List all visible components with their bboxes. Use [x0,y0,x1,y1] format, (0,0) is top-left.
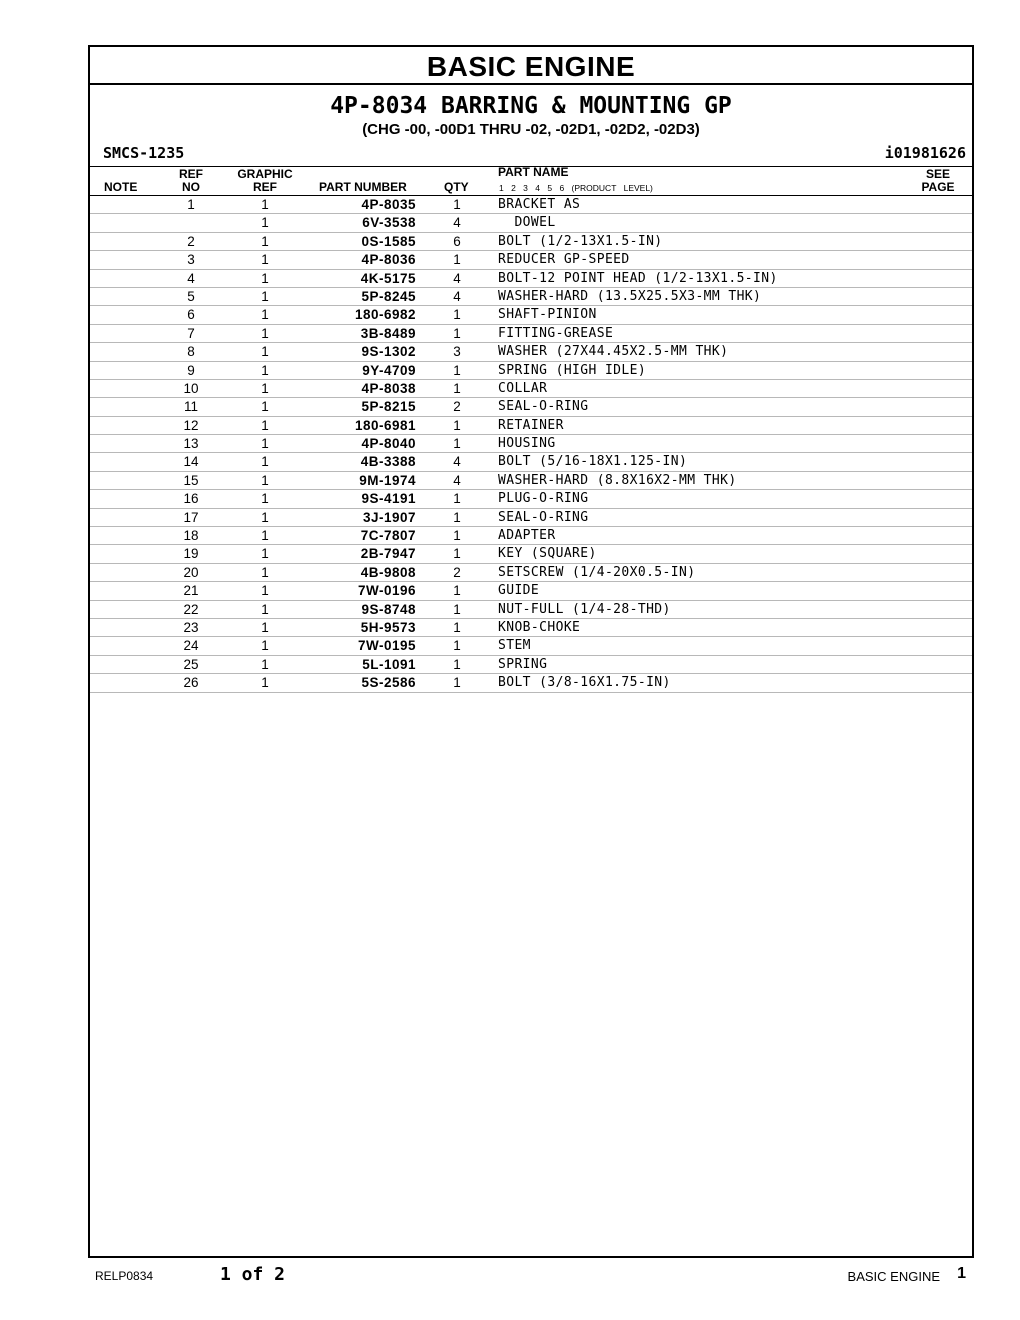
ref-no-cell: 15 [183,472,199,488]
ref-no-cell: 8 [187,344,195,360]
graphic-ref-cell: 1 [261,638,269,654]
section-title-bar [90,47,972,85]
ref-no-cell: 12 [183,417,199,433]
part-name-cell: BRACKET AS [498,197,581,212]
ref-no-cell: 11 [183,399,198,415]
part-name-cell: RETAINER [498,417,564,433]
part-name-cell: WASHER (27X44.45X2.5-MM THK) [498,344,729,360]
change-line: (CHG -00, -00D1 THRU -02, -02D1, -02D2, -02D3) [362,121,700,138]
graphic-ref-cell: 1 [261,197,269,212]
table-row [90,490,972,508]
part-name-cell: SETSCREW (1/4-20X0.5-IN) [498,564,696,580]
part-number-cell: 180-6981 [354,417,416,433]
part-name-cell: BOLT-12 POINT HEAD (1/2-13X1.5-IN) [498,270,778,286]
part-name-cell: HOUSING [498,436,556,452]
table-row [90,472,972,490]
table-row [90,601,972,619]
ref-no-cell: 20 [183,564,199,580]
table-row [90,398,972,416]
qty-cell: 1 [453,546,461,562]
part-number-cell: 4P-8040 [361,436,416,452]
ref-no-cell: 10 [183,380,199,396]
part-name-cell: SEAL-O-RING [498,509,589,525]
part-number-cell: 5P-8245 [361,288,416,304]
part-number-cell: 4K-5175 [360,270,416,286]
graphic-ref-cell: 1 [261,528,269,544]
header-product-levels: 1 2 3 4 5 6 (PRODUCT LEVEL) [499,183,653,193]
table-row [90,509,972,527]
header-ref-bottom: NO [182,180,200,194]
qty-cell: 4 [453,270,461,286]
table-row [90,453,972,471]
header-graphic-bottom: REF [253,180,277,194]
part-number-cell: 9S-4191 [361,491,416,507]
graphic-ref-cell: 1 [261,288,269,304]
qty-cell: 1 [453,197,461,212]
header-graphic-ref [230,168,300,194]
part-number-cell: 9Y-4709 [362,362,416,378]
qty-cell: 1 [453,656,461,672]
group-title: 4P-8034 BARRING & MOUNTING GP [330,93,732,119]
header-part-number: PART NUMBER [319,180,407,194]
qty-cell: 1 [453,619,461,635]
part-number-cell: 3B-8489 [360,325,416,341]
header-see-top: SEE [925,167,950,181]
table-row [90,435,972,453]
footer-page-number: 1 [957,1265,966,1282]
part-name-cell: ADAPTER [498,528,556,544]
table-row [90,527,972,545]
qty-cell: 1 [453,583,461,599]
ref-no-cell: 9 [187,362,195,378]
table-row [90,637,972,655]
part-number-cell: 4B-9808 [360,564,416,580]
part-number-cell: 2B-7947 [360,546,416,562]
part-number-cell: 4P-8036 [361,252,416,268]
part-number-cell: 9S-1302 [361,344,416,360]
part-name-cell: NUT-FULL (1/4-28-THD) [498,601,671,617]
table-row [90,380,972,398]
qty-cell: 4 [453,472,461,488]
smcs-row [90,140,972,167]
graphic-ref-cell: 1 [261,583,269,599]
header-ref-no [176,168,206,194]
ref-no-cell: 26 [183,675,199,691]
header-part-name: PART NAME [498,165,569,179]
header-see-page [918,168,958,194]
header-qty: QTY [444,180,469,194]
part-name-cell: DOWEL [498,215,556,231]
graphic-ref-cell: 1 [261,656,269,672]
table-row [90,233,972,251]
graphic-ref-cell: 1 [261,436,269,452]
qty-cell: 1 [453,380,461,396]
table-row [90,306,972,324]
graphic-ref-cell: 1 [261,307,269,323]
graphic-ref-cell: 1 [261,325,269,341]
part-number-cell: 7W-0196 [357,583,416,599]
table-row [90,656,972,674]
graphic-ref-cell: 1 [261,362,269,378]
graphic-ref-cell: 1 [261,270,269,286]
header-ref-top: REF [179,167,203,181]
qty-cell: 6 [453,233,461,249]
ref-no-cell: 19 [183,546,199,562]
part-name-cell: SEAL-O-RING [498,399,589,415]
part-name-cell: BOLT (1/2-13X1.5-IN) [498,233,663,249]
footer-section: BASIC ENGINE [847,1269,940,1284]
table-row [90,343,972,361]
graphic-ref-cell: 1 [261,215,269,231]
graphic-ref-cell: 1 [261,454,269,470]
graphic-ref-cell: 1 [261,509,269,525]
ref-no-cell: 5 [187,288,195,304]
table-row [90,270,972,288]
footer-doc-code: RELP0834 [95,1269,154,1283]
part-number-cell: 4P-8038 [361,380,416,396]
part-name-cell: WASHER-HARD (8.8X16X2-MM THK) [498,472,737,488]
part-number-cell: 4P-8035 [361,197,416,212]
part-number-cell: 7C-7807 [360,528,416,544]
graphic-ref-cell: 1 [261,546,269,562]
ref-no-cell: 7 [187,325,195,341]
footer-page-of: 1 of 2 [220,1264,286,1285]
part-name-cell: REDUCER GP-SPEED [498,252,630,268]
qty-cell: 4 [453,288,461,304]
qty-cell: 4 [453,454,461,470]
qty-cell: 2 [453,564,461,580]
qty-cell: 1 [453,601,461,617]
table-row [90,362,972,380]
column-header [90,167,972,196]
qty-cell: 1 [453,325,461,341]
qty-cell: 1 [453,436,461,452]
part-number-cell: 5S-2586 [361,675,416,691]
ref-no-cell: 4 [187,270,195,286]
graphic-ref-cell: 1 [261,619,269,635]
table-row [90,251,972,269]
graphic-ref-cell: 1 [261,380,269,396]
table-row [90,674,972,692]
qty-cell: 1 [453,509,461,525]
part-number-cell: 180-6982 [354,307,416,323]
graphic-ref-cell: 1 [261,491,269,507]
table-row [90,545,972,563]
part-number-cell: 0S-1585 [361,233,416,249]
ref-no-cell: 17 [183,509,199,525]
table-row [90,582,972,600]
part-number-cell: 9S-8748 [361,601,416,617]
table-row [90,417,972,435]
smcs-code: SMCS-1235 [103,144,185,162]
qty-cell: 1 [453,362,461,378]
graphic-ref-cell: 1 [261,344,269,360]
qty-cell: 3 [453,344,461,360]
ref-no-cell: 23 [183,619,199,635]
graphic-ref-cell: 1 [261,399,269,415]
ref-no-cell: 22 [183,601,199,617]
part-name-cell: SPRING [498,656,548,672]
qty-cell: 1 [453,675,461,691]
graphic-ref-cell: 1 [261,233,269,249]
part-number-cell: 7W-0195 [357,638,416,654]
parts-table-body [90,196,972,693]
table-row [90,325,972,343]
ref-no-cell: 21 [183,583,199,599]
part-number-cell: 5P-8215 [361,399,416,415]
qty-cell: 4 [453,215,461,231]
part-number-cell: 4B-3388 [360,454,416,470]
part-number-cell: 5L-1091 [362,656,416,672]
qty-cell: 1 [453,528,461,544]
qty-cell: 1 [453,638,461,654]
ref-no-cell: 16 [183,491,199,507]
ref-no-cell: 1 [187,197,195,212]
parts-page-frame [88,45,974,1258]
graphic-ref-cell: 1 [261,252,269,268]
graphic-ref-cell: 1 [261,417,269,433]
ref-no-cell: 24 [183,638,199,654]
header-graphic-top: GRAPHIC [237,167,293,181]
graphic-ref-cell: 1 [261,564,269,580]
table-row [90,196,972,214]
qty-cell: 1 [453,417,461,433]
qty-cell: 1 [453,252,461,268]
table-row [90,619,972,637]
part-number-cell: 9M-1974 [359,472,416,488]
part-name-cell: BOLT (5/16-18X1.125-IN) [498,454,688,470]
part-number-cell: 3J-1907 [362,509,416,525]
graphic-ref-cell: 1 [261,601,269,617]
qty-cell: 1 [453,491,461,507]
table-row [90,564,972,582]
part-name-cell: STEM [498,638,531,654]
part-name-cell: GUIDE [498,583,540,599]
graphic-ref-cell: 1 [261,472,269,488]
graphic-ref-cell: 1 [261,675,269,691]
ref-no-cell: 6 [187,307,195,323]
table-row [90,214,972,232]
part-name-cell: SPRING (HIGH IDLE) [498,362,647,378]
part-name-cell: BOLT (3/8-16X1.75-IN) [498,675,671,691]
part-name-cell: SHAFT-PINION [498,307,597,323]
illustration-id: i01981626 [884,144,966,162]
part-name-cell: KEY (SQUARE) [498,546,597,562]
section-title: BASIC ENGINE [426,51,636,82]
qty-cell: 1 [453,307,461,323]
part-name-cell: PLUG-O-RING [498,491,589,507]
ref-no-cell: 13 [183,436,199,452]
table-row [90,288,972,306]
part-number-cell: 6V-3538 [362,215,416,231]
part-name-cell: COLLAR [498,380,548,396]
part-number-cell: 5H-9573 [360,619,416,635]
part-name-cell: KNOB-CHOKE [498,619,581,635]
part-name-cell: WASHER-HARD (13.5X25.5X3-MM THK) [498,288,762,304]
header-see-bottom: PAGE [921,180,955,194]
header-note: NOTE [104,180,138,194]
ref-no-cell: 25 [183,656,199,672]
qty-cell: 2 [453,399,461,415]
ref-no-cell: 14 [183,454,199,470]
part-name-cell: FITTING-GREASE [498,325,614,341]
ref-no-cell: 3 [187,252,195,268]
ref-no-cell: 2 [187,233,195,249]
ref-no-cell: 18 [183,528,199,544]
